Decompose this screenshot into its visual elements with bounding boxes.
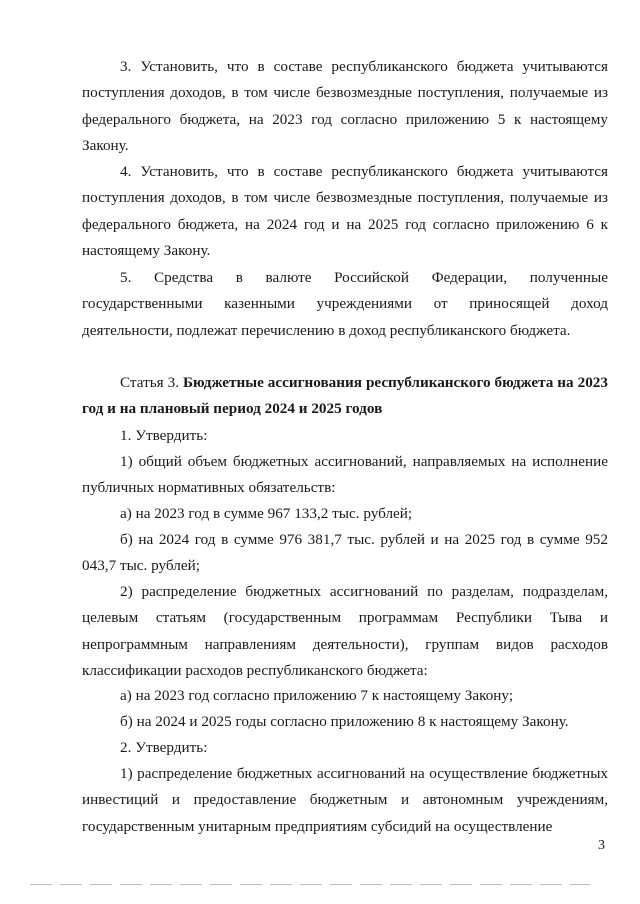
article-3-item-1-1: 1) общий объем бюджетных ассигнований, направляемых на исполнение публичных нормативных обязательств: [82,453,608,497]
article-3-item-1-2-a: а) на 2023 год согласно приложению 7 к настоящему Закону; [120,687,514,704]
paragraph-3: 3. Установить, что в составе республиканского бюджета учитываются поступления доходов, в том числе безвозмездные поступления, получаемые из федерального бюджета, на 2023 год согласно приложению 5 к настоящему Закону. [82,58,608,155]
article-3-item-2-1: 1) распределение бюджетных ассигнований на осуществление бюджетных инвестиций и предоставление бюджетным и автономным учреждениям, государственным унитарным предприятиям субсидий на осуществление [82,765,608,835]
article-3-item-1-1-a: а) на 2023 год в сумме 967 133,2 тыс. рублей; [120,505,413,522]
article-3-prefix: Статья 3. [120,374,180,391]
paragraph-4: 4. Установить, что в составе республиканского бюджета учитываются поступления доходов, в том числе безвозмездные поступления, получаемые из федерального бюджета, на 2024 год и на 2025 год согласно приложению 6 к настоящему Закону. [82,163,608,260]
scan-edge-line [30,884,590,885]
article-3-item-1-1-b: б) на 2024 год в сумме 976 381,7 тыс. рублей и на 2025 год в сумме 952 043,7 тыс. рублей; [82,531,608,575]
page-number: 3 [598,838,605,853]
paragraph-5: 5. Средства в валюте Российской Федерации, полученные государственными казенными учреждениями от приносящей доход деятельности, подлежат перечислению в доход республиканского бюджета. [82,269,608,339]
article-3-item-1: 1. Утвердить: [120,427,208,444]
article-3-title: Бюджетные ассигнования республиканского бюджета на 2023 год и на плановый период 2024 и 2025 годов [82,374,608,418]
article-3-item-1-2-b: б) на 2024 и 2025 годы согласно приложению 8 к настоящему Закону. [120,713,569,730]
article-3-item-1-2: 2) распределение бюджетных ассигнований по разделам, подразделам, целевым статьям (государственным программам Республики Тыва и непрограммным направлениям деятельности), группам видов расходов классификации расходов республиканского бюджета: [82,583,608,680]
article-3-heading [82,370,608,423]
article-3-item-2: 2. Утвердить: [120,739,208,756]
